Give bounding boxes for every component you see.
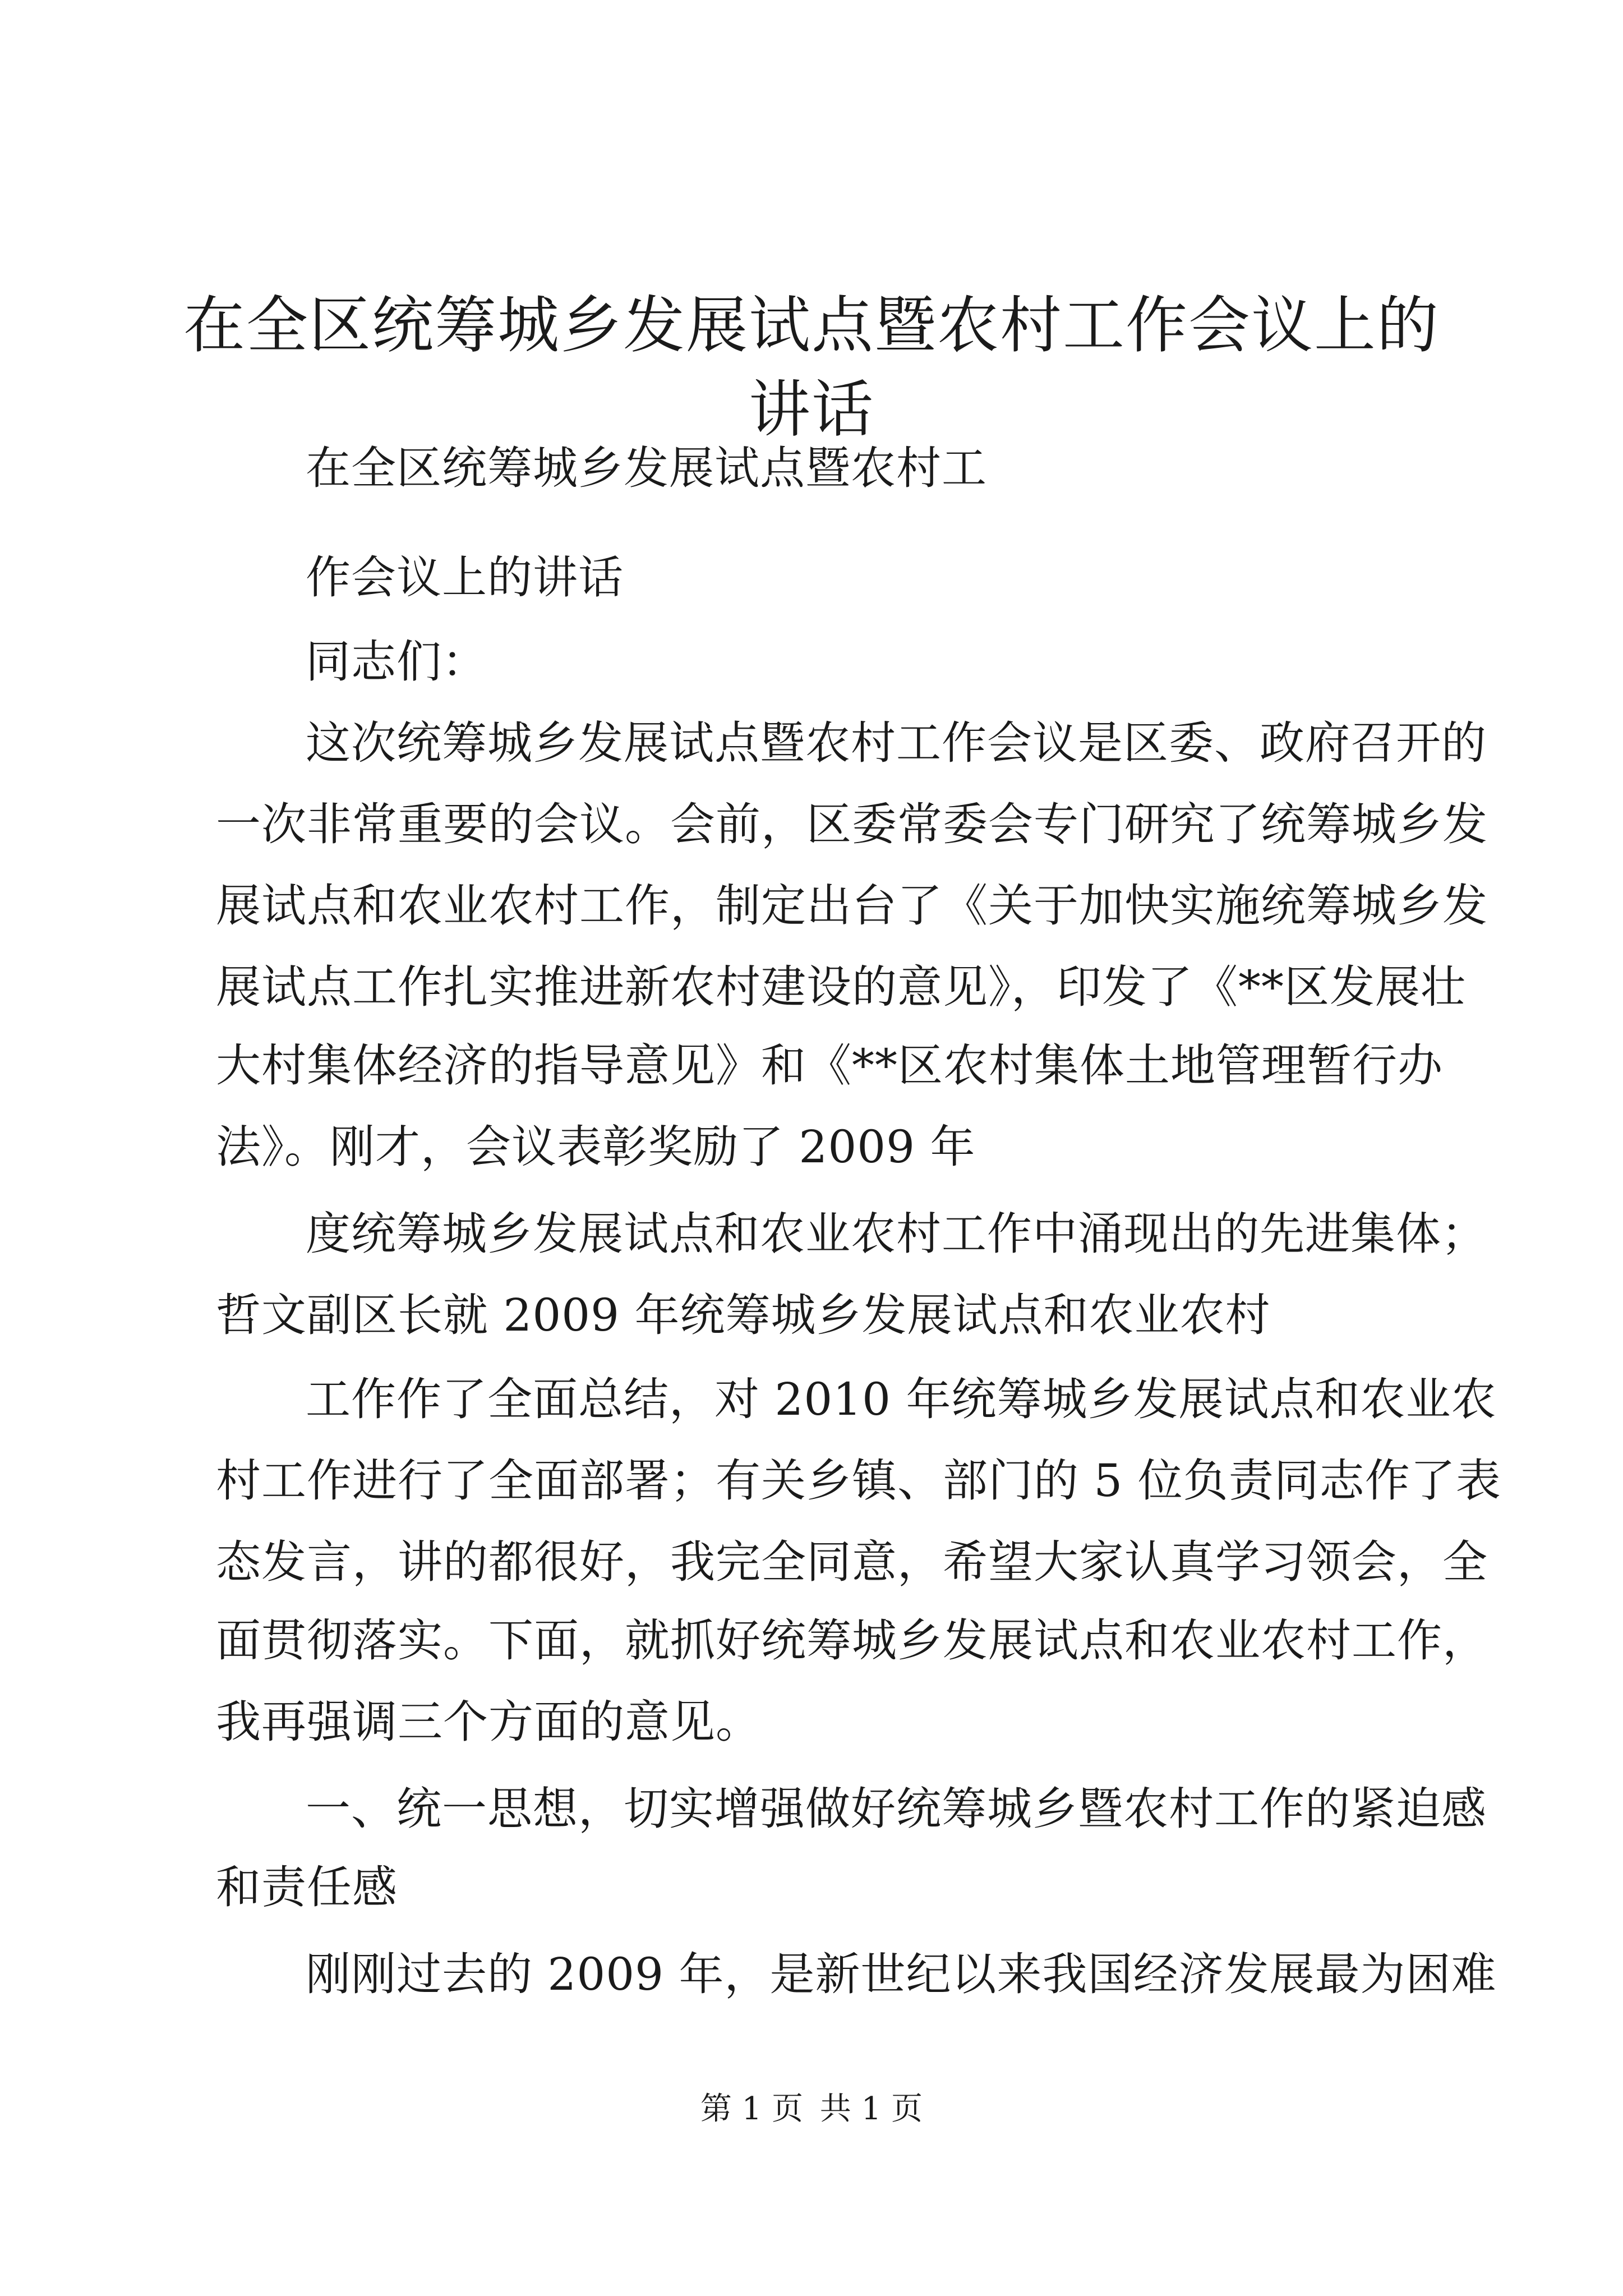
page-footer (0, 2087, 1623, 2132)
body-line: 度统筹城乡发展试点和农业农村工作中涌现出的先进集体； (306, 1208, 1487, 1260)
body-line: 展试点工作扎实推进新农村建设的意见》，印发了《**区发展壮 (216, 961, 1466, 1013)
body-line: 工作作了全面总结，对 2010 年统筹城乡发展试点和农业农 (306, 1373, 1497, 1425)
page-total: 共 1 页 (819, 2091, 923, 2127)
body-line: 我再强调三个方面的意见。 (216, 1696, 761, 1748)
body-line: 哲文副区长就 2009 年统筹城乡发展试点和农业农村 (216, 1289, 1271, 1341)
page-number: 第 1 页 (700, 2091, 804, 2127)
body-line: 刚刚过去的 2009 年，是新世纪以来我国经济发展最为困难 (306, 1948, 1497, 2000)
body-line: 一次非常重要的会议。会前，区委常委会专门研究了统筹城乡发 (216, 798, 1488, 850)
body-line: 同志们： (306, 636, 487, 688)
body-line: 法》。刚才，会议表彰奖励了 2009 年 (216, 1121, 976, 1173)
body-line: 展试点和农业农村工作，制定出台了《关于加快实施统筹城乡发 (216, 880, 1488, 932)
body-line: 大村集体经济的指导意见》和《**区农村集体土地管理暂行办 (216, 1039, 1443, 1092)
document-title-line-1: 在全区统筹城乡发展试点暨农村工作会议上的 (183, 289, 1440, 361)
body-line: 面贯彻落实。下面，就抓好统筹城乡发展试点和农业农村工作， (216, 1614, 1488, 1667)
section-heading-line: 和责任感 (216, 1861, 398, 1913)
body-line: 这次统筹城乡发展试点暨农村工作会议是区委、政府召开的 (306, 717, 1487, 769)
body-line: 态发言，讲的都很好，我完全同意，希望大家认真学习领会，全 (216, 1536, 1488, 1588)
body-line: 村工作进行了全面部署；有关乡镇、部门的 5 位负责同志作了表 (216, 1455, 1501, 1507)
body-line: 作会议上的讲话 (306, 551, 624, 604)
document-title-line-2: 讲话 (749, 374, 874, 445)
section-heading-line: 一、统一思想，切实增强做好统筹城乡暨农村工作的紧迫感 (306, 1783, 1487, 1835)
body-line: 在全区统筹城乡发展试点暨农村工 (306, 442, 987, 494)
